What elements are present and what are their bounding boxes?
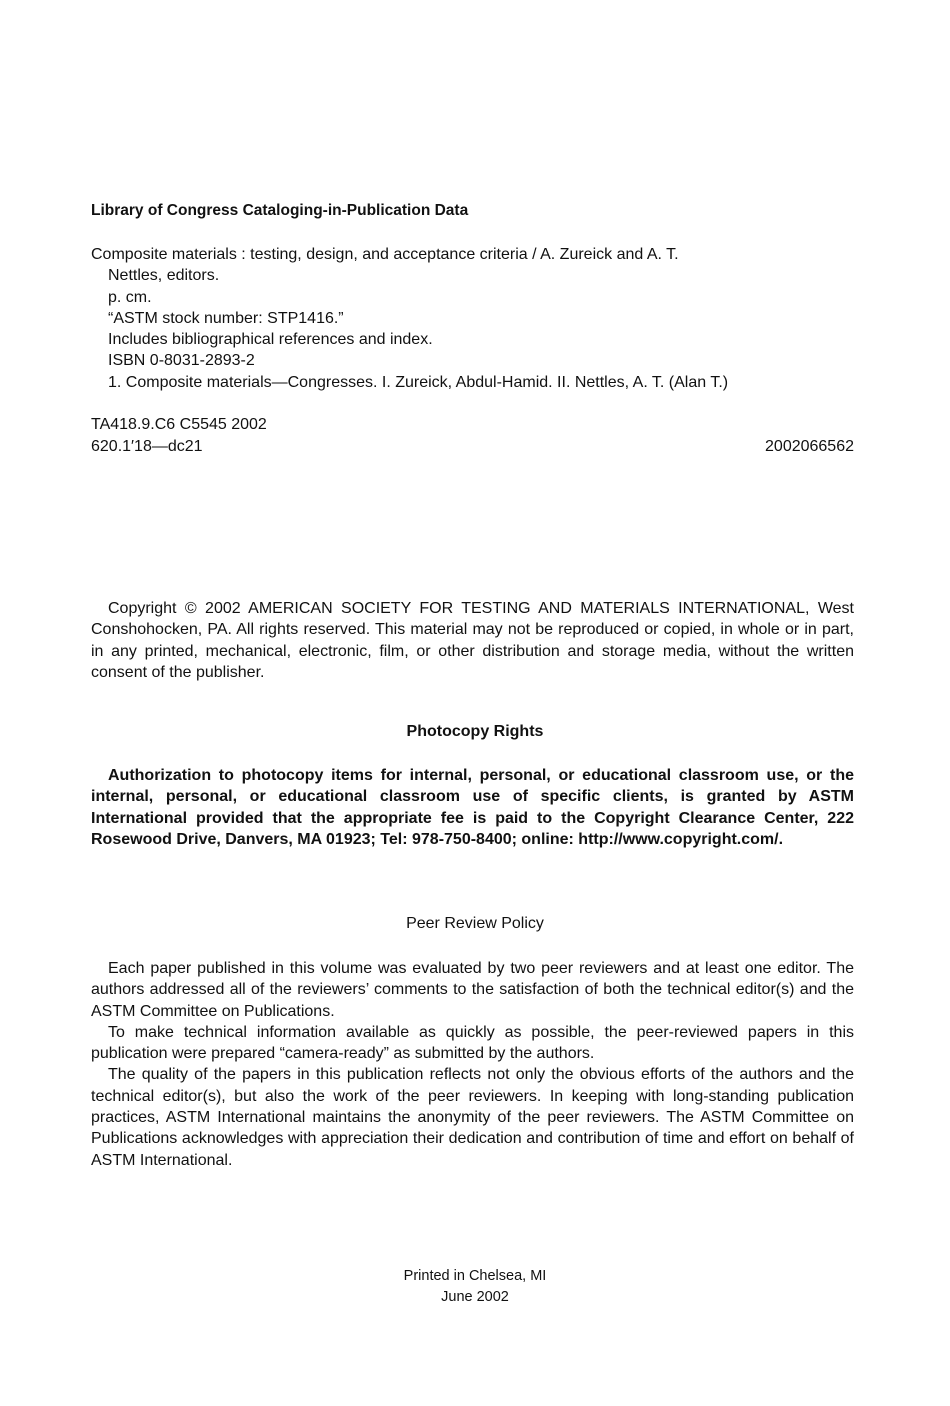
cip-pcm: p. cm. (108, 288, 152, 306)
cip-heading: Library of Congress Cataloging-in-Publication Data (91, 202, 469, 219)
cip-subjects: 1. Composite materials—Congresses. I. Zureick, Abdul-Hamid. II. Nettles, A. T. (Alan T.) (108, 373, 729, 391)
cip-includes-note: Includes bibliographical references and index. (108, 331, 433, 349)
peer-review-paragraph-1: Each paper published in this volume was evaluated by two peer reviewers and at least one editor. The authors addressed all of the reviewers’ comments to the satisfaction of both the technical editor(s) and the ASTM Committee on Publications. (91, 960, 854, 1020)
printed-info (0, 1266, 950, 1307)
peer-review-paragraph-2: To make technical information available as quickly as possible, the peer-reviewed papers in this publication were prepared “camera-ready” as submitted by the authors. (91, 1023, 854, 1063)
cip-stock-number: “ASTM stock number: STP1416.” (108, 309, 344, 327)
peer-review-paragraph-3: The quality of the papers in this publication reflects not only the obvious efforts of the authors and the technical editor(s), but also the work of the peer reviewers. In keeping with long-standing publication practices, ASTM International maintains the anonymity of the peer reviewers. The ASTM Committee on Publications acknowledges with appreciation their dedication and contribution of time and effort on behalf of ASTM International. (91, 1066, 854, 1169)
lc-call-number: TA418.9.C6 C5545 2002 (91, 416, 267, 433)
cip-title-line: Composite materials : testing, design, and acceptance criteria / A. Zureick and A. T. (91, 246, 679, 263)
lccn: 2002066562 (765, 437, 854, 455)
copyright-text: Copyright © 2002 AMERICAN SOCIETY FOR TESTING AND MATERIALS INTERNATIONAL, West Conshohocken, PA. All rights reserved. This material may not be reproduced or copied, in whole or in part, in any printed, mechanical, electronic, film, or other distribution and storage media, without the written consent of the publisher. (91, 600, 854, 681)
cip-record (91, 244, 728, 393)
photocopy-heading: Photocopy Rights (406, 723, 544, 740)
peer-review-heading: Peer Review Policy (406, 915, 544, 932)
dewey-row (91, 436, 854, 458)
cip-isbn: ISBN 0-8031-2893-2 (108, 352, 255, 370)
photocopy-rights (91, 765, 854, 850)
printed-date: June 2002 (441, 1288, 509, 1305)
photocopy-text: Authorization to photocopy items for internal, personal, or educational classroom use, or the internal, personal, or educational classroom use of specific clients, is granted by ASTM International provided that the appropriate fee is paid to the Copyright Clearance Center, 222 Rosewood Drive, Danvers, MA 01923; Tel: 978-750-8400; online: http://www.copyright.com/. (91, 767, 854, 848)
copyright-notice (91, 598, 854, 683)
printed-place: Printed in Chelsea, MI (403, 1268, 547, 1284)
peer-review-policy (91, 958, 854, 1171)
cip-editors-line: Nettles, editors. (108, 267, 220, 285)
cip-call-numbers (91, 414, 854, 457)
dewey-number: 620.1′18—dc21 (91, 437, 203, 455)
